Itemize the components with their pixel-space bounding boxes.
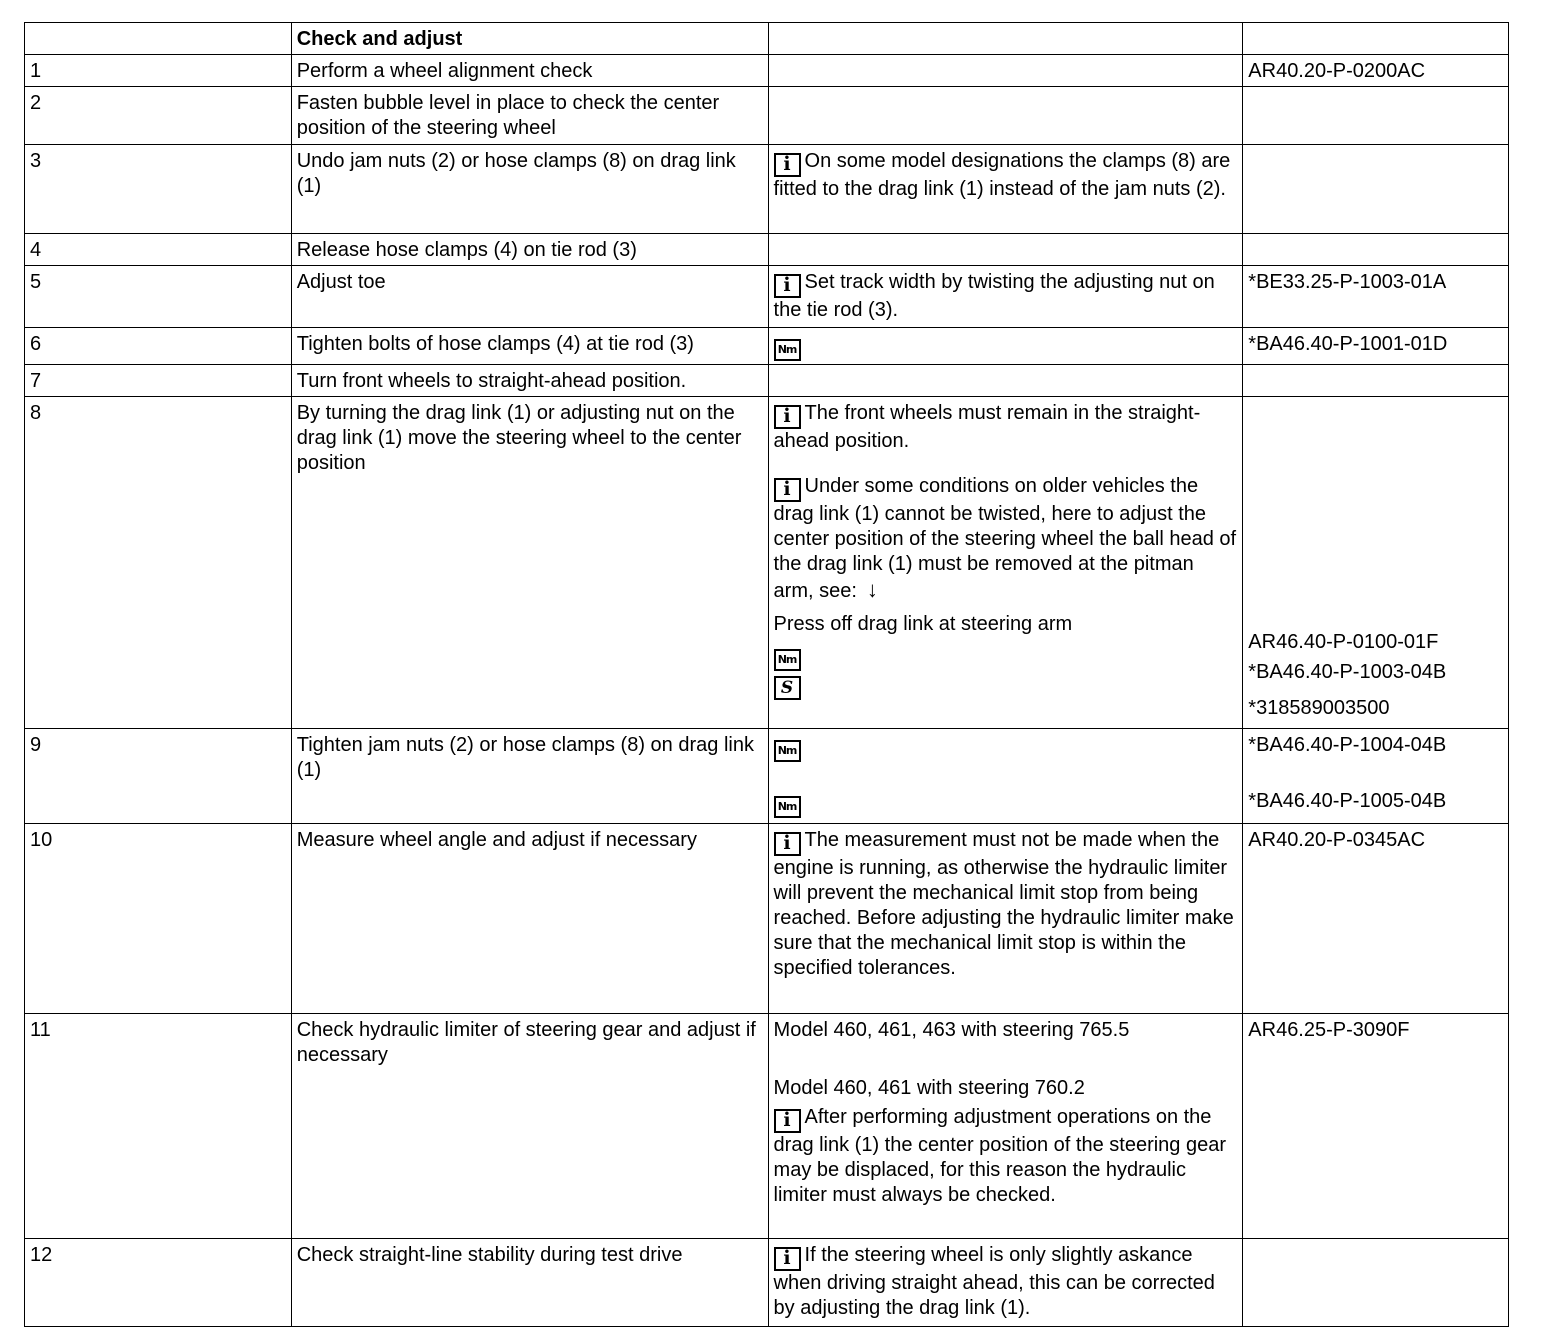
step-note xyxy=(768,145,1243,234)
step-reference[interactable]: AR40.20-P-0345AC xyxy=(1243,824,1509,1014)
step-action: Tighten jam nuts (2) or hose clamps (8) on drag link (1) xyxy=(291,729,768,824)
step-action: Measure wheel angle and adjust if necessary xyxy=(291,824,768,1014)
info-icon: i xyxy=(774,1247,801,1271)
step-number: 1 xyxy=(25,55,292,87)
step-action: By turning the drag link (1) or adjusting nut on the drag link (1) move the steering wheel to the center position xyxy=(291,397,768,729)
step-reference[interactable]: AR40.20-P-0200AC xyxy=(1243,55,1509,87)
step-note xyxy=(768,1239,1243,1327)
step-number: 6 xyxy=(25,328,292,365)
step-number: 10 xyxy=(25,824,292,1014)
table-row xyxy=(25,729,1509,824)
step-action: Perform a wheel alignment check xyxy=(291,55,768,87)
step-note xyxy=(768,328,1243,365)
step-number: 3 xyxy=(25,145,292,234)
step-number: 7 xyxy=(25,365,292,397)
info-icon: i xyxy=(774,1109,801,1133)
step-reference xyxy=(1243,397,1509,729)
procedure-table xyxy=(24,22,1509,1327)
step-reference xyxy=(1243,365,1509,397)
info-icon: i xyxy=(774,274,801,298)
info-icon: i xyxy=(774,153,801,177)
step-number: 8 xyxy=(25,397,292,729)
step-note xyxy=(768,397,1243,729)
table-row xyxy=(25,87,1509,145)
note-text: After performing adjustment operations on the drag link (1) the center position of the steering gear may be displaced, for this reason the hydraulic limiter must always be checked. xyxy=(773,1106,1227,1206)
torque-nm-icon: Nm xyxy=(774,796,801,818)
step-number: 2 xyxy=(25,87,292,145)
step-reference xyxy=(1243,87,1509,145)
step-note xyxy=(768,729,1243,824)
reference-link[interactable]: AR46.40-P-0100-01F xyxy=(1248,631,1439,653)
step-reference[interactable]: AR46.25-P-3090F xyxy=(1243,1014,1509,1239)
step-action: Tighten bolts of hose clamps (4) at tie rod (3) xyxy=(291,328,768,365)
reference-link[interactable]: *318589003500 xyxy=(1248,697,1390,719)
table-row xyxy=(25,234,1509,266)
step-action: Turn front wheels to straight-ahead position. xyxy=(291,365,768,397)
model-text: Model 460, 461, 463 with steering 765.5 xyxy=(773,1019,1130,1041)
step-note xyxy=(768,266,1243,328)
sub-action: Press off drag link at steering arm xyxy=(773,613,1073,635)
step-number: 11 xyxy=(25,1014,292,1239)
step-action: Release hose clamps (4) on tie rod (3) xyxy=(291,234,768,266)
torque-nm-icon: Nm xyxy=(774,339,801,361)
table-row xyxy=(25,1239,1509,1327)
info-icon: i xyxy=(774,478,801,502)
torque-nm-icon: Nm xyxy=(774,740,801,762)
note-text: On some model designations the clamps (8) are fitted to the drag link (1) instead of the jam nuts (2). xyxy=(773,150,1231,200)
step-action: Undo jam nuts (2) or hose clamps (8) on drag link (1) xyxy=(291,145,768,234)
header-ref-cell xyxy=(1243,23,1509,55)
note-text: The front wheels must remain in the straight-ahead position. xyxy=(773,402,1201,452)
note-text: If the steering wheel is only slightly askance when driving straight ahead, this can be corrected by adjusting the drag link (1). xyxy=(773,1244,1215,1319)
header-note-cell xyxy=(768,23,1243,55)
model-text: Model 460, 461 with steering 760.2 xyxy=(773,1077,1085,1099)
step-reference xyxy=(1243,729,1509,824)
step-note xyxy=(768,1014,1243,1239)
step-note xyxy=(768,55,1243,87)
step-reference[interactable]: *BE33.25-P-1003-01A xyxy=(1243,266,1509,328)
step-reference xyxy=(1243,234,1509,266)
table-row xyxy=(25,397,1509,729)
note-block xyxy=(774,1105,1238,1208)
header-title: Check and adjust xyxy=(291,23,768,55)
step-note xyxy=(768,234,1243,266)
step-number: 5 xyxy=(25,266,292,328)
step-note xyxy=(768,824,1243,1014)
note-block xyxy=(774,401,1238,454)
step-number: 12 xyxy=(25,1239,292,1327)
table-row xyxy=(25,55,1509,87)
note-text: Under some conditions on older vehicles the drag link (1) cannot be twisted, here to adjust the center position of the steering wheel the ball head of the drag link (1) must be removed at the pitman arm, see: xyxy=(773,475,1237,602)
step-action: Check straight-line stability during test drive xyxy=(291,1239,768,1327)
step-action: Fasten bubble level in place to check the center position of the steering wheel xyxy=(291,87,768,145)
info-icon: i xyxy=(774,832,801,856)
torque-nm-icon: Nm xyxy=(774,649,801,671)
step-note xyxy=(768,365,1243,397)
reference-link[interactable]: *BA46.40-P-1004-04B xyxy=(1248,734,1447,756)
step-number: 4 xyxy=(25,234,292,266)
note-text: Set track width by twisting the adjusting nut on the tie rod (3). xyxy=(773,271,1215,321)
note-block xyxy=(774,474,1238,604)
table-header-row xyxy=(25,23,1509,55)
step-number: 9 xyxy=(25,729,292,824)
step-reference xyxy=(1243,1239,1509,1327)
step-action: Check hydraulic limiter of steering gear and adjust if necessary xyxy=(291,1014,768,1239)
reference-link[interactable]: *BA46.40-P-1003-04B xyxy=(1248,661,1447,683)
step-reference xyxy=(1243,145,1509,234)
table-row xyxy=(25,365,1509,397)
table-row xyxy=(25,266,1509,328)
special-tool-icon: S xyxy=(774,676,801,700)
info-icon: i xyxy=(774,405,801,429)
down-arrow-icon: ↓ xyxy=(866,577,878,602)
header-step-cell xyxy=(25,23,292,55)
step-reference[interactable]: *BA46.40-P-1001-01D xyxy=(1243,328,1509,365)
table-row xyxy=(25,145,1509,234)
step-note xyxy=(768,87,1243,145)
reference-link[interactable]: *BA46.40-P-1005-04B xyxy=(1248,790,1447,812)
table-row xyxy=(25,1014,1509,1239)
table-row xyxy=(25,328,1509,365)
note-text: The measurement must not be made when the engine is running, as otherwise the hydraulic limiter will prevent the mechanical limit stop from being reached. Before adjusting the hydraulic limiter make sure that the mechanical limit stop is within the specified tolerances. xyxy=(773,829,1234,979)
step-action: Adjust toe xyxy=(291,266,768,328)
table-row xyxy=(25,824,1509,1014)
